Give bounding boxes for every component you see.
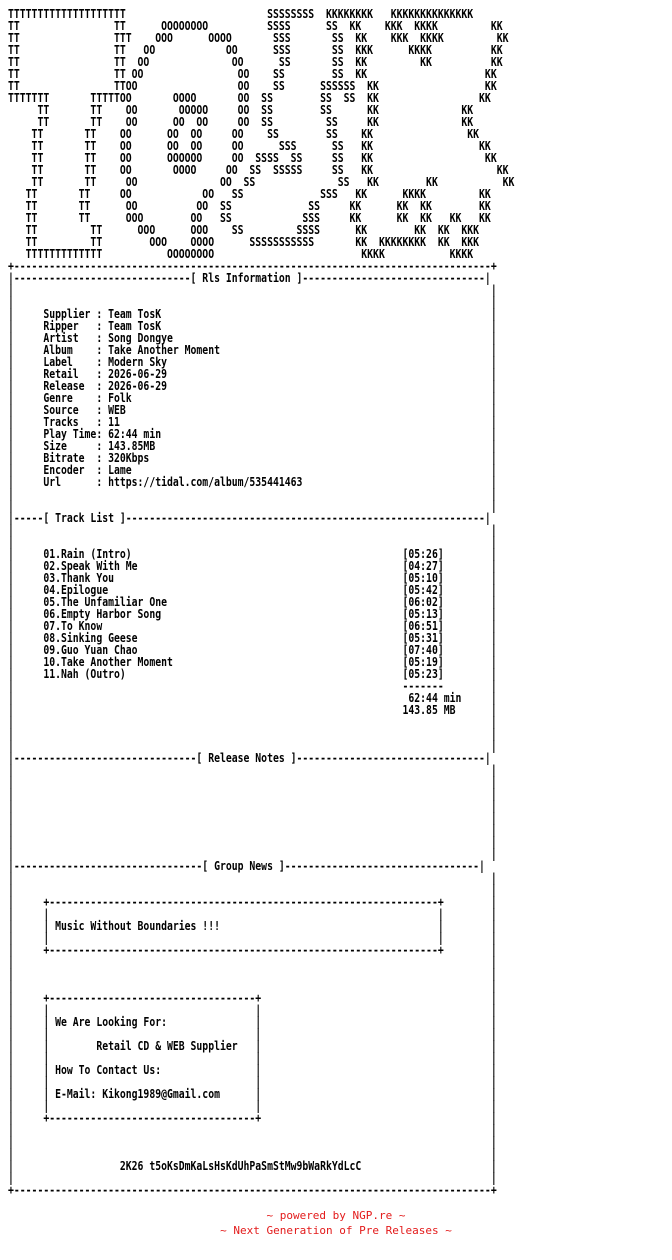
banner-line: TT TT OO OO SS SS KK KK KK — [8, 55, 503, 69]
rls-info-line: | Bitrate : 320Kbps | — [8, 451, 497, 465]
section-header-track-list: |-----[ Track List ]-------------------------------------------------------------| — [8, 511, 491, 525]
blank-line: | | — [8, 835, 497, 849]
blank-line: | | — [8, 787, 497, 801]
track-line: | 04.Epilogue [05:42] | — [8, 583, 497, 597]
blank-line: | | — [8, 775, 497, 789]
track-line: | 08.Sinking Geese [05:31] | — [8, 631, 497, 645]
banner-line: TT TT OO OOOOO OO SS SS KK KK — [8, 103, 474, 117]
track-line: | 02.Speak With Me [04:27] | — [8, 559, 497, 573]
track-total-divider: | ------- | — [8, 679, 497, 693]
blank-line: | | — [8, 979, 497, 993]
news-box-line: | +------------------------------------------------------------------+ | — [8, 943, 497, 957]
banner-line: TT TT OOOOOOOO SSSS SS KK KKK KKKK KK — [8, 19, 503, 33]
track-line: | 10.Take Another Moment [05:19] | — [8, 655, 497, 669]
blank-line: | | — [8, 535, 497, 549]
section-header-group-news: |--------------------------------[ Group News ]---------------------------------| — [8, 859, 485, 873]
banner-line: TT TT OO OOOOOO OO SSSS SS SS KK KK — [8, 151, 497, 165]
section-header-rls-info: |------------------------------[ Rls Information ]-------------------------------| — [8, 271, 491, 285]
nfo-text — [8, 8, 543, 1208]
blank-line: | | — [8, 871, 497, 885]
rls-info-line: | Size : 143.85MB | — [8, 439, 497, 453]
banner-line: TT TT OO OO OO OO SSS SS KK KK — [8, 139, 491, 153]
banner-line: TT TT OO OO OO OO SS SS KK KK — [8, 115, 474, 129]
rls-info-line: | Album : Take Another Moment | — [8, 343, 497, 357]
banner-line: TT TT OO OO SS SS KK KK — [8, 67, 497, 81]
blank-line: | | — [8, 727, 497, 741]
rls-info-line: | Supplier : Team TosK | — [8, 307, 497, 321]
blank-line: | | — [8, 967, 497, 981]
track-line: | 07.To Know [06:51] | — [8, 619, 497, 633]
track-total-time: | 62:44 min | — [8, 691, 497, 705]
track-total-size: | 143.85 MB | — [8, 703, 497, 717]
blank-line: | | — [8, 811, 497, 825]
news-box-message: | | Music Without Boundaries !!! | | — [8, 919, 497, 933]
rls-info-line: | Artist : Song Dongye | — [8, 331, 497, 345]
frame-top-border: +---------------------------------------------------------------------------------+ — [8, 259, 497, 273]
blank-line: | | — [8, 295, 497, 309]
rls-info-line: | Source : WEB | — [8, 403, 497, 417]
contact-box-supplier: | | Retail CD & WEB Supplier | | — [8, 1039, 497, 1053]
contact-box-line: | +-----------------------------------+ | — [8, 1111, 497, 1125]
blank-line: | | — [8, 799, 497, 813]
footer-tagline: ~ Next Generation of Pre Releases ~ — [220, 1224, 452, 1237]
track-line: | 01.Rain (Intro) [05:26] | — [8, 547, 497, 561]
rls-info-line: | Ripper : Team TosK | — [8, 319, 497, 333]
banner-line: TTTTTTTTTTTTTTTTTTTT SSSSSSSS KKKKKKKK KKKKKKKKKKKKKK — [8, 7, 474, 21]
track-line: | 06.Empty Harbor Song [05:13] | — [8, 607, 497, 621]
banner-line: TT TT OO OO SS SS KK KK KK KK — [8, 199, 491, 213]
banner-line: TT TT OOO OO SS SSS KK KK KK KK KK — [8, 211, 491, 225]
track-line: | 05.The Unfamiliar One [06:02] | — [8, 595, 497, 609]
blank-line: | | — [8, 763, 497, 777]
news-box-line: | +------------------------------------------------------------------+ | — [8, 895, 497, 909]
rls-info-line: | Encoder : Lame | — [8, 463, 497, 477]
rls-info-line: | Genre : Folk | — [8, 391, 497, 405]
rls-info-url-line: | Url : https://tidal.com/album/535441463 | — [8, 475, 497, 489]
blank-line: | | — [8, 1135, 497, 1149]
contact-box-heading: | | We Are Looking For: | | — [8, 1015, 497, 1029]
footer-powered-by: ~ powered by NGP.re ~ — [266, 1209, 406, 1222]
contact-box-line: | | | | — [8, 1075, 497, 1089]
banner-line: TT TTT OOO OOOO SSS SS KK KKK KKKK KK — [8, 31, 509, 45]
rls-info-line: | Label : Modern Sky | — [8, 355, 497, 369]
blank-line: | | — [8, 883, 497, 897]
banner-line: TTTTTTT TTTTTOO OOOO OO SS SS SS KK KK — [8, 91, 491, 105]
banner-line: TT TT OO OOOO OO SS SSSSS SS KK KK — [8, 163, 509, 177]
track-line: | 09.Guo Yuan Chao [07:40] | — [8, 643, 497, 657]
contact-box-line: | | | | — [8, 1003, 497, 1017]
blank-line: | | — [8, 499, 497, 513]
contact-box-line: | | | | — [8, 1099, 497, 1113]
track-line: | 03.Thank You [05:10] | — [8, 571, 497, 585]
contact-box-heading: | | How To Contact Us: | | — [8, 1063, 497, 1077]
blank-line: | | — [8, 1147, 497, 1161]
frame-bottom-border: +---------------------------------------------------------------------------------+ — [8, 1183, 497, 1197]
news-box-line: | | | | — [8, 907, 497, 921]
rls-info-line: | Play Time: 62:44 min | — [8, 427, 497, 441]
contact-box-line: | | | | — [8, 1051, 497, 1065]
track-line: | 11.Nah (Outro) [05:23] | — [8, 667, 497, 681]
blank-line: | | — [8, 1171, 497, 1185]
signature-line: | 2K26 t5oKsDmKaLsHsKdUhPaSmStMw9bWaRkYdLcC | — [8, 1159, 497, 1173]
banner-line: TT TT OO OO OO OO SS SS KK KK — [8, 127, 480, 141]
banner-line: TT TT OO OO SS SS KK KK KK — [8, 175, 515, 189]
rls-info-line: | Release : 2026-06-29 | — [8, 379, 497, 393]
blank-line: | | — [8, 283, 497, 297]
rls-info-line: | Retail : 2026-06-29 | — [8, 367, 497, 381]
news-box-line: | | | | — [8, 931, 497, 945]
blank-line: | | — [8, 955, 497, 969]
blank-line: | | — [8, 487, 497, 501]
rls-info-line: | Tracks : 11 | — [8, 415, 497, 429]
blank-line: | | — [8, 715, 497, 729]
blank-line: | | — [8, 523, 497, 537]
blank-line: | | — [8, 847, 497, 861]
banner-line: TTTTTTTTTTTTT OOOOOOOO KKKK KKKK — [8, 247, 474, 261]
section-header-release-notes: |-------------------------------[ Release Notes ]--------------------------------| — [8, 751, 491, 765]
contact-box-line: | +-----------------------------------+ | — [8, 991, 497, 1005]
blank-line: | | — [8, 739, 497, 753]
blank-line: | | — [8, 1123, 497, 1137]
blank-line: | | — [8, 823, 497, 837]
contact-box-line: | | | | — [8, 1027, 497, 1041]
banner-line: TT TT OOO OOOO SSSSSSSSSSS KK KKKKKKKK KK KKK — [8, 235, 480, 249]
banner-line: TT TTOO OO SS SSSSSS KK KK — [8, 79, 497, 93]
banner-line: TT TT OO OO SS SSS KK KKKK KK — [8, 187, 491, 201]
banner-line: TT TT OOO OOO SS SSSS KK KK KK KKK — [8, 223, 480, 237]
banner-line: TT TT OO OO SSS SS KKK KKKK KK — [8, 43, 503, 57]
contact-box-email: | | E-Mail: Kikong1989@Gmail.com | | — [8, 1087, 497, 1101]
